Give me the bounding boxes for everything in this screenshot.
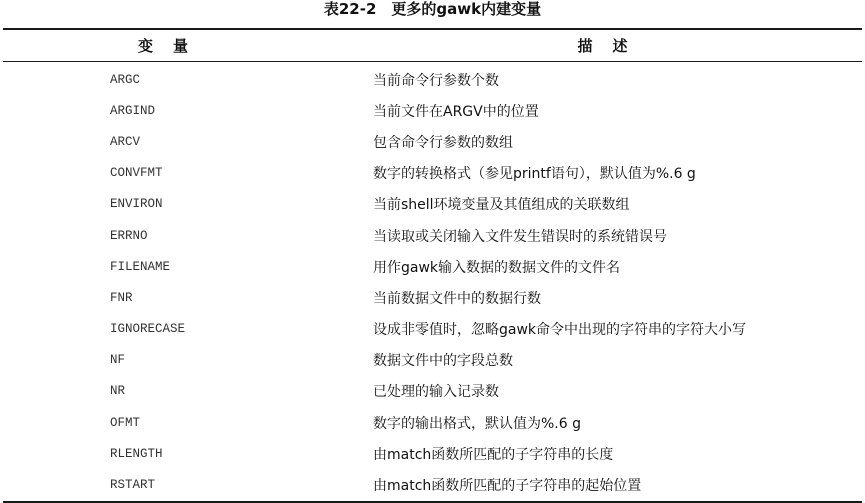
table-row bbox=[3, 438, 862, 469]
variable-description: 当前shell环境变量及其值组成的关联数组 bbox=[373, 197, 630, 214]
variable-name: RLENGTH bbox=[110, 446, 163, 461]
variable-name: NF bbox=[110, 353, 126, 368]
table-row bbox=[3, 189, 862, 220]
header-variable: 变量 bbox=[137, 37, 208, 55]
table-row bbox=[3, 158, 862, 189]
variable-description: 由match函数所匹配的子字符串的长度 bbox=[373, 446, 614, 463]
variable-description: 包含命令行参数的数组 bbox=[373, 134, 513, 151]
variable-description: 数字的转换格式（参见printf语句），默认值为%.6 g bbox=[373, 166, 696, 183]
table-bottom-rule bbox=[3, 501, 862, 503]
variable-name: ENVIRON bbox=[110, 197, 163, 212]
table-row bbox=[3, 251, 862, 282]
table-row bbox=[3, 314, 862, 345]
table-row bbox=[3, 282, 862, 313]
variable-name: ARGIND bbox=[110, 103, 156, 118]
variable-description: 由match函数所匹配的子字符串的起始位置 bbox=[373, 478, 642, 495]
variable-name: FILENAME bbox=[110, 259, 171, 274]
variable-name: ARCV bbox=[110, 134, 141, 149]
table-row bbox=[3, 126, 862, 157]
variable-name: ARGC bbox=[110, 72, 141, 87]
variable-description: 当读取或关闭输入文件发生错误时的系统错误号 bbox=[373, 228, 667, 245]
variable-name: CONVFMT bbox=[110, 166, 163, 181]
header-description: 描述 bbox=[577, 37, 648, 55]
table-row bbox=[3, 95, 862, 126]
table-row bbox=[3, 345, 862, 376]
variable-description: 当前数据文件中的数据行数 bbox=[373, 290, 541, 307]
table-caption: 表22-2 更多的gawk内建变量 bbox=[323, 0, 542, 18]
variable-description: 已处理的输入记录数 bbox=[373, 384, 499, 401]
variable-description: 数字的输出格式，默认值为%.6 g bbox=[373, 415, 581, 432]
variable-description: 当前命令行参数个数 bbox=[373, 72, 499, 89]
variable-name: FNR bbox=[110, 290, 133, 305]
variable-name: RSTART bbox=[110, 478, 156, 493]
table-row bbox=[3, 220, 862, 251]
variable-description: 用作gawk输入数据的数据文件的文件名 bbox=[373, 259, 621, 276]
variable-description: 当前文件在ARGV中的位置 bbox=[373, 103, 539, 120]
variable-description: 数据文件中的字段总数 bbox=[373, 353, 513, 370]
variables-table bbox=[3, 28, 862, 503]
variable-name: OFMT bbox=[110, 415, 141, 430]
table-row bbox=[3, 64, 862, 95]
variable-name: NR bbox=[110, 384, 126, 399]
variable-name: IGNORECASE bbox=[110, 322, 186, 337]
variable-name: ERRNO bbox=[110, 228, 148, 243]
table-body bbox=[3, 62, 862, 501]
table-row bbox=[3, 407, 862, 438]
table-row bbox=[3, 376, 862, 407]
table-row bbox=[3, 469, 862, 500]
table-header-row bbox=[3, 30, 862, 61]
variable-description: 设成非零值时，忽略gawk命令中出现的字符串的字符大小写 bbox=[373, 322, 747, 339]
